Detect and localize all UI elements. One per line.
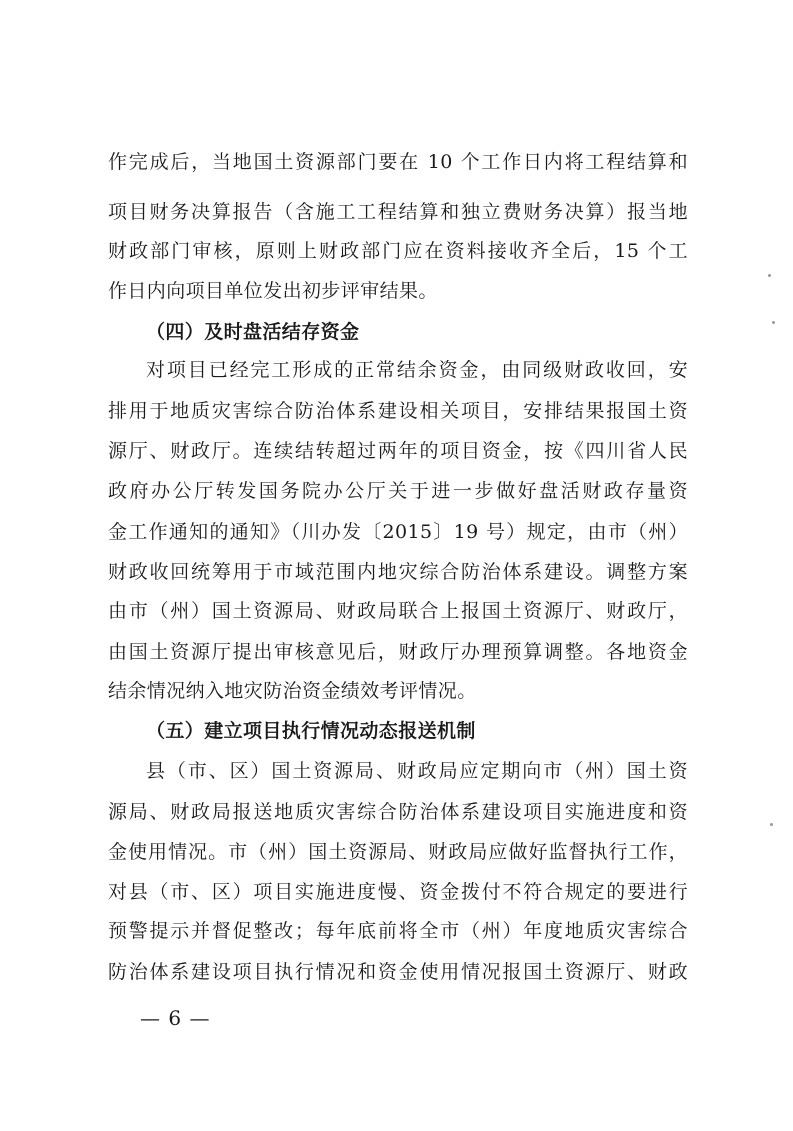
paragraph-line: 对项目已经完工形成的正常结余资金，由同级财政收回，安	[146, 359, 688, 381]
paragraph-line: 作日内向项目单位发出初步评审结果。	[108, 280, 438, 302]
paragraph-line: 防治体系建设项目执行情况和资金使用情况报国土资源厅、财政	[108, 961, 688, 983]
paragraph-line: 排用于地质灾害综合防治体系建设相关项目，安排结果报国土资	[108, 400, 688, 422]
paragraph-line: 政府办公厅转发国务院办公厅关于进一步做好盘活财政存量资	[108, 480, 688, 502]
paragraph-line: 源厅、财政厅。连续结转超过两年的项目资金，按《四川省人民	[108, 440, 688, 462]
section-heading-4: （四）及时盘活结存资金	[146, 321, 360, 343]
scan-speck	[772, 321, 775, 324]
paragraph-line: 结余情况纳入地灾防治资金绩效考评情况。	[108, 680, 477, 702]
paragraph-line: 金工作通知的通知》（川办发〔2015〕19 号）规定，由市（州）	[108, 521, 688, 543]
paragraph-line: 由市（州）国土资源局、财政局联合上报国土资源厅、财政厅，	[108, 600, 688, 622]
paragraph-line: 项目财务决算报告（含施工工程结算和独立费财务决算）报当地	[108, 201, 688, 223]
scan-speck	[768, 274, 771, 277]
scan-speck	[770, 823, 773, 826]
page-number: — 6 —	[140, 1006, 211, 1030]
section-heading-5: （五）建立项目执行情况动态报送机制	[146, 720, 476, 742]
paragraph-line: 金使用情况。市（州）国土资源局、财政局应做好监督执行工作，	[108, 841, 688, 863]
paragraph-line: 县（市、区）国土资源局、财政局应定期向市（州）国土资	[146, 760, 688, 782]
paragraph-line: 作完成后，当地国土资源部门要在 10 个工作日内将工程结算和	[108, 151, 688, 173]
paragraph-line: 预警提示并督促整改；每年底前将全市（州）年度地质灾害综合	[108, 920, 688, 942]
paragraph-line: 由国土资源厅提出审核意见后，财政厅办理预算调整。各地资金	[108, 641, 688, 663]
paragraph-line: 源局、财政局报送地质灾害综合防治体系建设项目实施进度和资	[108, 801, 688, 823]
paragraph-line: 对县（市、区）项目实施进度慢、资金拨付不符合规定的要进行	[108, 881, 688, 903]
paragraph-line: 财政收回统筹用于市域范围内地灾综合防治体系建设。调整方案	[108, 561, 688, 583]
paragraph-line: 财政部门审核，原则上财政部门应在资料接收齐全后，15 个工	[108, 240, 688, 262]
